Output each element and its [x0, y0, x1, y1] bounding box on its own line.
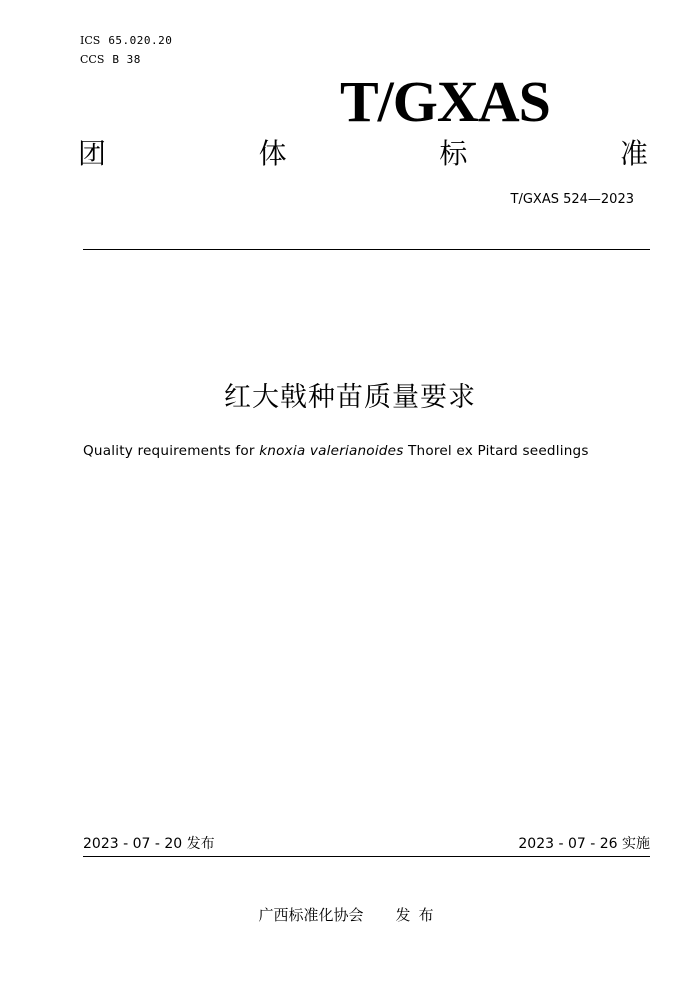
document-title-chinese: 红大戟种苗质量要求 [224, 382, 476, 413]
header-divider [83, 249, 650, 250]
issue-date: 2023 - 07 - 20 发布 [83, 836, 215, 852]
standard-number: T/GXAS 524—2023 [510, 192, 634, 207]
publisher-action: 发布 [395, 906, 442, 924]
english-title-prefix: Quality requirements for [83, 443, 260, 459]
ics-code: 65.020.20 [108, 34, 173, 47]
ccs-code-line [80, 53, 141, 66]
english-title-species: knoxia valerianoides [259, 443, 404, 459]
standard-brand-logo: T/GXAS [340, 69, 550, 134]
standard-type-char-3: 标 [439, 137, 468, 170]
footer-divider [83, 856, 650, 857]
standard-type-char-4: 准 [619, 137, 648, 170]
standard-type-char-2: 体 [258, 137, 287, 170]
document-title-english [83, 441, 650, 461]
english-title-suffix: Thorel ex Pitard seedlings [403, 443, 589, 459]
ccs-label: CCS [80, 53, 105, 66]
ics-code-line [80, 34, 172, 47]
ics-label: ICS [80, 34, 101, 47]
standard-type-char-1: 团 [78, 137, 107, 170]
publisher-organization: 广西标准化协会 [258, 906, 364, 924]
standard-type-heading [78, 134, 648, 174]
publisher-line [0, 904, 700, 926]
ccs-code: B 38 [112, 53, 141, 66]
implementation-date: 2023 - 07 - 26 实施 [518, 836, 650, 852]
